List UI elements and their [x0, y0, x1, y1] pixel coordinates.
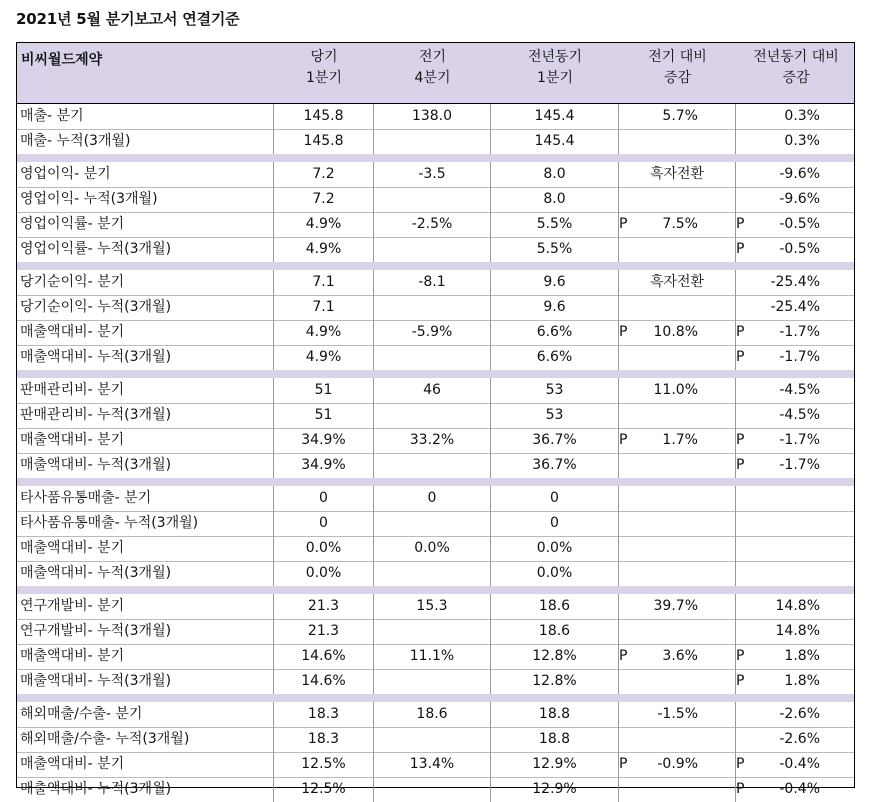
cell-v3: 18.8	[491, 702, 619, 727]
cell-v2	[374, 345, 491, 370]
cell-v2: 0	[374, 486, 491, 511]
row-label: 매출액대비- 분기	[17, 320, 274, 345]
cell-v5	[736, 403, 856, 428]
cell-v4	[619, 187, 736, 212]
cell-v1: 51	[274, 403, 374, 428]
cell-v5	[736, 270, 856, 295]
cell-v5	[736, 320, 856, 345]
table-row	[17, 237, 854, 262]
cell-v1: 4.9%	[274, 345, 374, 370]
table-row	[17, 212, 854, 237]
cell-v5	[736, 453, 856, 478]
change-value: -1.7%	[779, 432, 820, 448]
table-row	[17, 594, 854, 619]
cell-v3: 6.6%	[491, 345, 619, 370]
cell-v2	[374, 777, 491, 802]
cell-v2	[374, 295, 491, 320]
cell-v3: 0.0%	[491, 561, 619, 586]
cell-v1: 4.9%	[274, 320, 374, 345]
row-label: 매출액대비- 누적(3개월)	[17, 453, 274, 478]
table-row	[17, 129, 854, 154]
cell-v2	[374, 669, 491, 694]
cell-v4	[619, 345, 736, 370]
table-row	[17, 295, 854, 320]
row-label: 해외매출/수출- 분기	[17, 702, 274, 727]
cell-v2: 138.0	[374, 104, 491, 129]
table-row	[17, 669, 854, 694]
cell-v1: 21.3	[274, 619, 374, 644]
cell-v4	[619, 511, 736, 536]
cell-v5	[736, 428, 856, 453]
cell-v2: 46	[374, 378, 491, 403]
change-value: -2.6%	[779, 706, 820, 722]
cell-v2: 18.6	[374, 702, 491, 727]
change-value: -25.4%	[770, 299, 820, 315]
change-value: 39.7%	[653, 598, 698, 614]
cell-v4	[619, 536, 736, 561]
cell-v3: 53	[491, 403, 619, 428]
cell-v2: 0.0%	[374, 536, 491, 561]
cell-v3: 12.8%	[491, 644, 619, 669]
table-row	[17, 162, 854, 187]
cell-v2	[374, 237, 491, 262]
cell-v3: 145.4	[491, 104, 619, 129]
change-value: -1.5%	[657, 706, 698, 722]
row-label: 타사품유통매출- 분기	[17, 486, 274, 511]
table-row	[17, 777, 854, 802]
row-label: 당기순이익- 분기	[17, 270, 274, 295]
cell-v2: 13.4%	[374, 752, 491, 777]
cell-v5	[736, 129, 856, 154]
cell-v4	[619, 162, 736, 187]
cell-v3: 5.5%	[491, 212, 619, 237]
change-value: 1.7%	[662, 432, 698, 448]
cell-v2: 11.1%	[374, 644, 491, 669]
table-row	[17, 270, 854, 295]
row-label: 매출- 누적(3개월)	[17, 129, 274, 154]
point-flag: P	[736, 648, 745, 664]
cell-v3: 6.6%	[491, 320, 619, 345]
table-row	[17, 561, 854, 586]
cell-v1: 12.5%	[274, 752, 374, 777]
cell-v5	[736, 486, 856, 511]
point-flag: P	[619, 432, 628, 448]
change-value: 1.8%	[784, 673, 820, 689]
change-value: -0.4%	[779, 781, 820, 797]
cell-v5	[736, 644, 856, 669]
table-row	[17, 644, 854, 669]
point-flag: P	[736, 216, 745, 232]
cell-v4	[619, 619, 736, 644]
row-label: 연구개발비- 분기	[17, 594, 274, 619]
change-value: -0.5%	[779, 241, 820, 257]
change-value: -1.7%	[779, 324, 820, 340]
cell-v4	[619, 777, 736, 802]
row-label: 영업이익률- 누적(3개월)	[17, 237, 274, 262]
cell-v4	[619, 644, 736, 669]
cell-v2: -8.1	[374, 270, 491, 295]
company-name: 비씨월드제약	[21, 52, 103, 68]
point-flag: P	[619, 756, 628, 772]
cell-v5	[736, 295, 856, 320]
cell-v5	[736, 345, 856, 370]
cell-v2	[374, 187, 491, 212]
change-text: 흑자전환	[649, 274, 705, 290]
change-value: -1.7%	[779, 457, 820, 473]
cell-v5	[736, 594, 856, 619]
cell-v2	[374, 403, 491, 428]
cell-v4	[619, 237, 736, 262]
cell-v3: 12.8%	[491, 669, 619, 694]
change-value: 14.8%	[775, 598, 820, 614]
change-value: 5.7%	[662, 108, 698, 124]
cell-v3: 9.6	[491, 295, 619, 320]
column-header-qoq-change: 전기 대비 증감	[648, 49, 707, 86]
cell-v1: 0	[274, 486, 374, 511]
cell-v4	[619, 727, 736, 752]
cell-v4	[619, 702, 736, 727]
table-row	[17, 320, 854, 345]
table-row	[17, 486, 854, 511]
cell-v5	[736, 104, 856, 129]
cell-v1: 21.3	[274, 594, 374, 619]
cell-v2	[374, 727, 491, 752]
point-flag: P	[736, 241, 745, 257]
change-value: -0.9%	[657, 756, 698, 772]
cell-v2	[374, 561, 491, 586]
row-label: 매출액대비- 분기	[17, 752, 274, 777]
cell-v4	[619, 403, 736, 428]
cell-v1: 4.9%	[274, 212, 374, 237]
cell-v4	[619, 129, 736, 154]
row-label: 매출액대비- 분기	[17, 428, 274, 453]
financial-table	[16, 42, 855, 797]
cell-v5	[736, 702, 856, 727]
cell-v4	[619, 212, 736, 237]
cell-v2	[374, 129, 491, 154]
table-row	[17, 403, 854, 428]
cell-v2: 33.2%	[374, 428, 491, 453]
cell-v1: 145.8	[274, 129, 374, 154]
row-label: 판매관리비- 분기	[17, 378, 274, 403]
cell-v4	[619, 669, 736, 694]
cell-v5	[736, 727, 856, 752]
table-row	[17, 619, 854, 644]
cell-v2	[374, 511, 491, 536]
row-label: 매출액대비- 누적(3개월)	[17, 777, 274, 802]
change-value: -9.6%	[779, 166, 820, 182]
table-row	[17, 428, 854, 453]
change-value: -4.5%	[779, 407, 820, 423]
cell-v1: 0.0%	[274, 536, 374, 561]
cell-v1: 51	[274, 378, 374, 403]
cell-v4	[619, 428, 736, 453]
table-row	[17, 702, 854, 727]
change-text: 흑자전환	[649, 166, 705, 182]
cell-v5	[736, 669, 856, 694]
point-flag: P	[736, 457, 745, 473]
cell-v2: -5.9%	[374, 320, 491, 345]
cell-v5	[736, 752, 856, 777]
table-row	[17, 378, 854, 403]
cell-v1: 0.0%	[274, 561, 374, 586]
cell-v3: 53	[491, 378, 619, 403]
point-flag: P	[736, 349, 745, 365]
cell-v1: 7.2	[274, 187, 374, 212]
cell-v5	[736, 511, 856, 536]
change-value: 0.3%	[784, 133, 820, 149]
cell-v2: 15.3	[374, 594, 491, 619]
column-header-prev-year-q: 전년동기 1분기	[527, 49, 583, 86]
change-value: -25.4%	[770, 274, 820, 290]
table-row	[17, 727, 854, 752]
row-label: 매출액대비- 분기	[17, 644, 274, 669]
group-separator	[17, 694, 854, 702]
group-separator	[17, 154, 854, 162]
cell-v3: 18.8	[491, 727, 619, 752]
row-label: 판매관리비- 누적(3개월)	[17, 403, 274, 428]
cell-v4	[619, 453, 736, 478]
cell-v5	[736, 777, 856, 802]
row-label: 연구개발비- 누적(3개월)	[17, 619, 274, 644]
cell-v4	[619, 295, 736, 320]
column-header-yoy-change: 전년동기 대비 증감	[753, 49, 839, 86]
row-label: 당기순이익- 누적(3개월)	[17, 295, 274, 320]
cell-v5	[736, 162, 856, 187]
cell-v4	[619, 561, 736, 586]
table-row	[17, 187, 854, 212]
cell-v3: 0	[491, 486, 619, 511]
cell-v3: 8.0	[491, 162, 619, 187]
row-label: 영업이익- 분기	[17, 162, 274, 187]
row-label: 매출- 분기	[17, 104, 274, 129]
row-label: 매출액대비- 분기	[17, 536, 274, 561]
table-header	[17, 43, 854, 104]
cell-v1: 12.5%	[274, 777, 374, 802]
cell-v1: 18.3	[274, 727, 374, 752]
point-flag: P	[736, 673, 745, 689]
cell-v5	[736, 212, 856, 237]
change-value: -4.5%	[779, 382, 820, 398]
group-separator	[17, 262, 854, 270]
change-value: 3.6%	[662, 648, 698, 664]
cell-v2	[374, 453, 491, 478]
cell-v2: -3.5	[374, 162, 491, 187]
cell-v2: -2.5%	[374, 212, 491, 237]
row-label: 매출액대비- 누적(3개월)	[17, 561, 274, 586]
change-value: -9.6%	[779, 191, 820, 207]
cell-v3: 36.7%	[491, 453, 619, 478]
table-row	[17, 453, 854, 478]
point-flag: P	[736, 781, 745, 797]
cell-v1: 7.1	[274, 270, 374, 295]
cell-v4	[619, 104, 736, 129]
cell-v3: 8.0	[491, 187, 619, 212]
cell-v1: 145.8	[274, 104, 374, 129]
change-value: 7.5%	[662, 216, 698, 232]
cell-v4	[619, 270, 736, 295]
cell-v3: 145.4	[491, 129, 619, 154]
row-label: 매출액대비- 누적(3개월)	[17, 669, 274, 694]
cell-v3: 36.7%	[491, 428, 619, 453]
change-value: -2.6%	[779, 731, 820, 747]
group-separator	[17, 478, 854, 486]
cell-v1: 7.2	[274, 162, 374, 187]
row-label: 영업이익- 누적(3개월)	[17, 187, 274, 212]
cell-v4	[619, 752, 736, 777]
cell-v3: 5.5%	[491, 237, 619, 262]
cell-v1: 7.1	[274, 295, 374, 320]
cell-v5	[736, 619, 856, 644]
change-value: 14.8%	[775, 623, 820, 639]
change-value: 1.8%	[784, 648, 820, 664]
cell-v3: 12.9%	[491, 777, 619, 802]
cell-v2	[374, 619, 491, 644]
cell-v1: 0	[274, 511, 374, 536]
change-value: -1.7%	[779, 349, 820, 365]
cell-v1: 18.3	[274, 702, 374, 727]
cell-v5	[736, 378, 856, 403]
point-flag: P	[619, 216, 628, 232]
cell-v4	[619, 486, 736, 511]
row-label: 해외매출/수출- 누적(3개월)	[17, 727, 274, 752]
change-value: 11.0%	[653, 382, 698, 398]
cell-v4	[619, 320, 736, 345]
cell-v3: 18.6	[491, 619, 619, 644]
cell-v3: 9.6	[491, 270, 619, 295]
point-flag: P	[736, 432, 745, 448]
row-label: 타사품유통매출- 누적(3개월)	[17, 511, 274, 536]
cell-v4	[619, 594, 736, 619]
page-title: 2021년 5월 분기보고서 연결기준	[16, 10, 240, 28]
cell-v1: 4.9%	[274, 237, 374, 262]
change-value: -0.4%	[779, 756, 820, 772]
table-row	[17, 536, 854, 561]
cell-v1: 34.9%	[274, 453, 374, 478]
column-header-prev-q: 전기 4분기	[414, 49, 451, 86]
point-flag: P	[736, 324, 745, 340]
change-value: -0.5%	[779, 216, 820, 232]
cell-v5	[736, 536, 856, 561]
cell-v3: 0	[491, 511, 619, 536]
table-row	[17, 345, 854, 370]
point-flag: P	[619, 648, 628, 664]
group-separator	[17, 586, 854, 594]
cell-v3: 18.6	[491, 594, 619, 619]
cell-v3: 12.9%	[491, 752, 619, 777]
cell-v4	[619, 378, 736, 403]
table-row	[17, 511, 854, 536]
cell-v5	[736, 187, 856, 212]
group-separator	[17, 370, 854, 378]
cell-v5	[736, 561, 856, 586]
table-row	[17, 752, 854, 777]
row-label: 매출액대비- 누적(3개월)	[17, 345, 274, 370]
table-row	[17, 104, 854, 129]
cell-v5	[736, 237, 856, 262]
column-header-current-q: 당기 1분기	[306, 49, 342, 86]
row-label: 영업이익률- 분기	[17, 212, 274, 237]
point-flag: P	[619, 324, 628, 340]
point-flag: P	[736, 756, 745, 772]
change-value: 10.8%	[653, 324, 698, 340]
cell-v1: 14.6%	[274, 669, 374, 694]
change-value: 0.3%	[784, 108, 820, 124]
cell-v3: 0.0%	[491, 536, 619, 561]
cell-v1: 34.9%	[274, 428, 374, 453]
cell-v1: 14.6%	[274, 644, 374, 669]
